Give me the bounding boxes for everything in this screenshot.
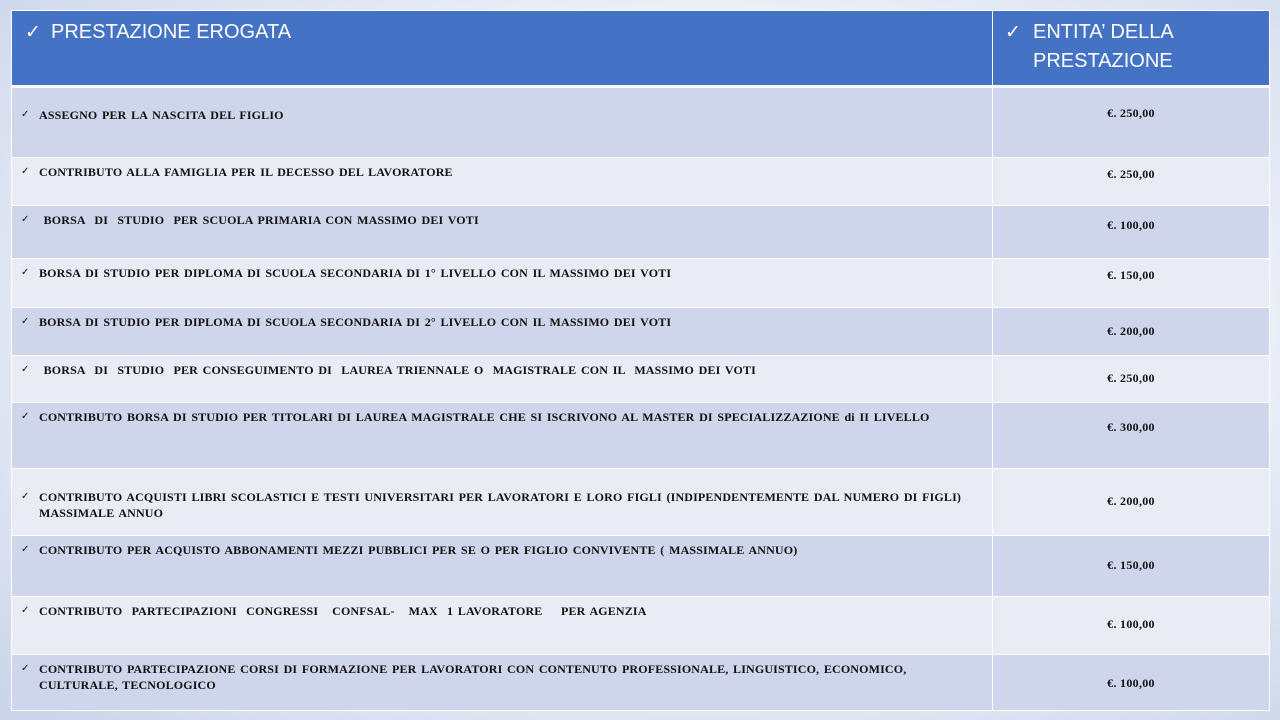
checkmark-icon: ✓ xyxy=(21,109,30,120)
table-row xyxy=(12,469,1270,536)
table-row xyxy=(12,536,1270,597)
benefit-description-cell xyxy=(12,536,993,597)
table-row xyxy=(12,87,1270,158)
benefit-description-cell xyxy=(12,158,993,206)
benefit-amount: €. 150,00 xyxy=(1107,558,1155,572)
benefit-description: BORSA DI STUDIO PER SCUOLA PRIMARIA CON MASSIMO DEI VOTI xyxy=(39,213,479,227)
table-row xyxy=(12,403,1270,469)
benefit-amount-cell xyxy=(993,403,1270,469)
checkmark-icon: ✓ xyxy=(21,411,30,422)
benefit-description: CONTRIBUTO ACQUISTI LIBRI SCOLASTICI E TESTI UNIVERSITARI PER LAVORATORI E LORO FIGLI (INDIPENDENTEMENTE DAL NUMERO DI FIGLI) MASSIMALE ANNUO xyxy=(39,490,962,520)
benefit-description-cell xyxy=(12,206,993,259)
benefit-description-cell xyxy=(12,655,993,711)
checkmark-icon: ✓ xyxy=(21,605,30,616)
benefit-amount: €. 100,00 xyxy=(1107,617,1155,631)
benefits-table xyxy=(11,10,1270,711)
checkmark-icon: ✓ xyxy=(21,214,30,225)
benefit-description: BORSA DI STUDIO PER DIPLOMA DI SCUOLA SECONDARIA DI 2° LIVELLO CON IL MASSIMO DEI VOTI xyxy=(39,315,672,329)
table-row xyxy=(12,655,1270,711)
benefit-amount-cell xyxy=(993,259,1270,308)
checkmark-icon: ✓ xyxy=(1005,22,1021,43)
benefit-description-cell xyxy=(12,469,993,536)
benefit-amount-cell xyxy=(993,87,1270,158)
header-label-entita: ENTITA’ DELLA PRESTAZIONE xyxy=(1033,21,1173,72)
benefit-amount-cell xyxy=(993,356,1270,403)
benefit-description: CONTRIBUTO ALLA FAMIGLIA PER IL DECESSO DEL LAVORATORE xyxy=(39,165,453,179)
checkmark-icon: ✓ xyxy=(21,166,30,177)
checkmark-icon: ✓ xyxy=(21,267,30,278)
table-row xyxy=(12,597,1270,655)
header-label-prestazione: PRESTAZIONE EROGATA xyxy=(51,21,292,43)
benefit-description: CONTRIBUTO PARTECIPAZIONI CONGRESSI CONFSAL- MAX 1 LAVORATORE PER AGENZIA xyxy=(39,604,647,618)
benefit-amount: €. 100,00 xyxy=(1107,676,1155,690)
benefit-amount: €. 150,00 xyxy=(1107,268,1155,282)
benefit-amount-cell xyxy=(993,536,1270,597)
benefit-amount: €. 250,00 xyxy=(1107,371,1155,385)
benefit-description: CONTRIBUTO PARTECIPAZIONE CORSI DI FORMAZIONE PER LAVORATORI CON CONTENUTO PROFESSIONALE, LINGUISTICO, ECONOMICO, CULTURALE, TECNOLOGICO xyxy=(39,662,907,692)
table-row xyxy=(12,158,1270,206)
checkmark-icon: ✓ xyxy=(25,22,41,43)
benefit-amount-cell xyxy=(993,308,1270,356)
benefit-description: CONTRIBUTO PER ACQUISTO ABBONAMENTI MEZZI PUBBLICI PER SE O PER FIGLIO CONVIVENTE ( MASSIMALE ANNUO) xyxy=(39,543,798,557)
benefit-amount: €. 200,00 xyxy=(1107,324,1155,338)
benefit-description-cell xyxy=(12,403,993,469)
benefit-description-cell xyxy=(12,259,993,308)
checkmark-icon: ✓ xyxy=(21,544,30,555)
benefit-description: BORSA DI STUDIO PER CONSEGUIMENTO DI LAUREA TRIENNALE O MAGISTRALE CON IL MASSIMO DEI VOTI xyxy=(39,363,756,377)
header-cell-entita xyxy=(993,11,1270,87)
benefit-amount: €. 250,00 xyxy=(1107,167,1155,181)
benefit-description: CONTRIBUTO BORSA DI STUDIO PER TITOLARI DI LAUREA MAGISTRALE CHE SI ISCRIVONO AL MASTER DI SPECIALIZZAZIONE di II LIVELLO xyxy=(39,410,930,424)
benefit-amount-cell xyxy=(993,655,1270,711)
table-row xyxy=(12,356,1270,403)
benefit-amount: €. 300,00 xyxy=(1107,420,1155,434)
benefit-amount: €. 200,00 xyxy=(1107,494,1155,508)
benefit-description-cell xyxy=(12,87,993,158)
checkmark-icon: ✓ xyxy=(21,491,30,502)
table-header-row xyxy=(12,11,1270,87)
benefit-description-cell xyxy=(12,308,993,356)
benefit-description: BORSA DI STUDIO PER DIPLOMA DI SCUOLA SECONDARIA DI 1° LIVELLO CON IL MASSIMO DEI VOTI xyxy=(39,266,672,280)
benefit-amount: €. 250,00 xyxy=(1107,106,1155,120)
checkmark-icon: ✓ xyxy=(21,316,30,327)
header-cell-prestazione xyxy=(12,11,993,87)
benefit-amount-cell xyxy=(993,206,1270,259)
benefit-amount-cell xyxy=(993,469,1270,536)
benefit-amount-cell xyxy=(993,597,1270,655)
benefit-amount: €. 100,00 xyxy=(1107,218,1155,232)
benefit-amount-cell xyxy=(993,158,1270,206)
table-row xyxy=(12,259,1270,308)
table-row xyxy=(12,206,1270,259)
benefit-description: ASSEGNO PER LA NASCITA DEL FIGLIO xyxy=(39,108,284,122)
checkmark-icon: ✓ xyxy=(21,663,30,674)
checkmark-icon: ✓ xyxy=(21,364,30,375)
benefit-description-cell xyxy=(12,597,993,655)
benefit-description-cell xyxy=(12,356,993,403)
table-row xyxy=(12,308,1270,356)
